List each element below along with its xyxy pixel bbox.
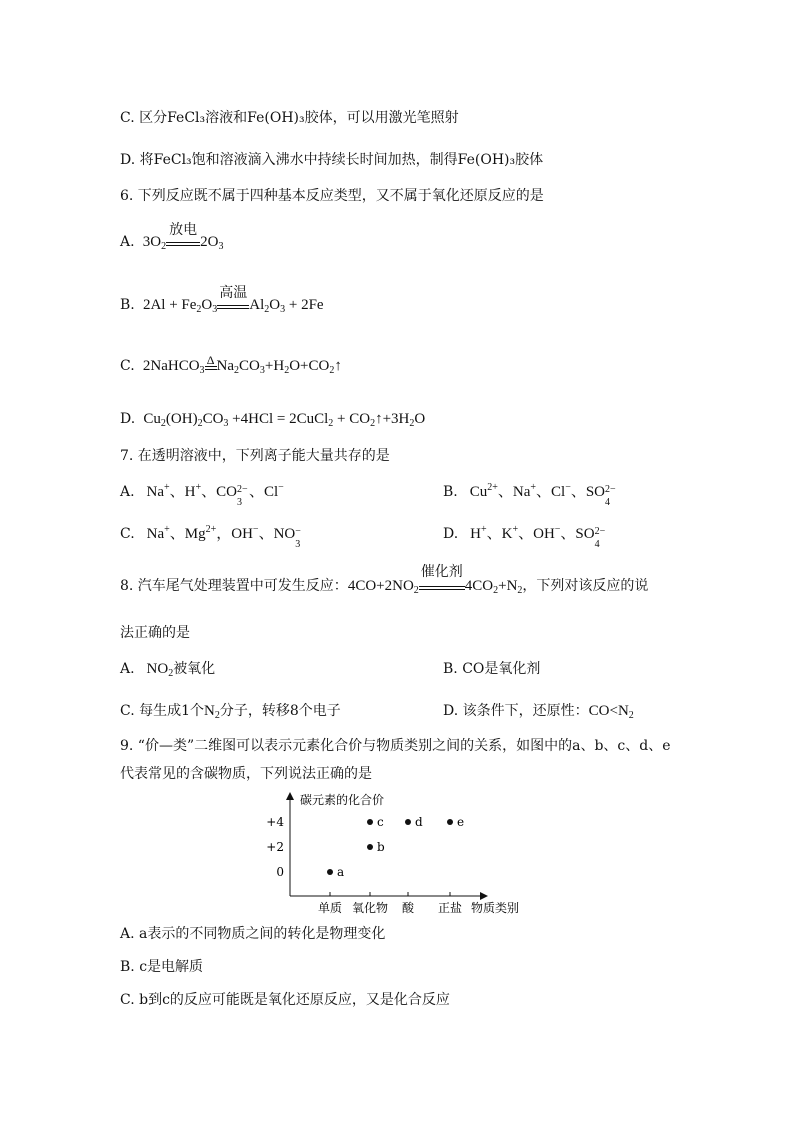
- q6-option-a: [120, 223, 224, 252]
- q6-c-condition: Δ: [206, 353, 215, 367]
- q7-stem: 7. 在透明溶液中，下列离子能大量共存的是: [120, 448, 390, 464]
- q6-option-d-equation: $Cu_2(OH)_2CO_3 +4HCl$ = 2CuCl$_2$ + $CO_2↑+3H_2O$: [139, 411, 426, 429]
- q9-stem-line1: 9. “价—类”二维图可以表示元素化合价与物质类别之间的关系，如图中的a、b、c、d、e: [120, 738, 671, 754]
- x-tick-label: 正盐: [437, 901, 463, 915]
- q8-stem-start: 8. 汽车尾气处理装置中可发生反应：: [120, 578, 348, 594]
- q9-option-c: C. b到c的反应可能既是氧化还原反应，又是化合反应: [120, 992, 450, 1008]
- q8-option-c-label: C. 每生成1个: [120, 703, 205, 719]
- q8-option-a-label: A.: [120, 661, 135, 677]
- q7-option-d-label: D.: [443, 526, 459, 542]
- y-tick-label: 0: [276, 865, 284, 879]
- q8-option-a-text: 被氧化: [173, 661, 216, 677]
- y-tick-label: +2: [266, 840, 284, 854]
- data-point-label: c: [377, 815, 384, 829]
- q8-equation: $4CO+2NO_2$ 催化剂 $4CO_2+N_2$: [347, 565, 523, 596]
- x-tick-label: 氧化物: [351, 901, 389, 915]
- data-point-label: b: [377, 840, 385, 854]
- y-axis-label: 碳元素的化合价: [300, 793, 385, 807]
- data-point-label: e: [457, 815, 465, 829]
- data-point-e: [447, 819, 453, 825]
- q8-option-c-formula: $N_2$: [204, 703, 220, 721]
- q9-option-a: A. a表示的不同物质之间的转化是物理变化: [120, 926, 386, 942]
- valence-class-chart: [260, 790, 540, 920]
- q6-option-b-equation: $2Al + Fe_2O_3$ 高温 $Al_2O_3 + 2Fe$: [139, 286, 324, 315]
- data-point-label: a: [337, 865, 345, 879]
- x-axis-label: 物质类别: [471, 901, 520, 915]
- q8-condition: 催化剂: [420, 565, 463, 580]
- q6-option-a-equation: $3O_2$ 放电 $2O_3$: [139, 223, 224, 252]
- q6-option-d-label: D.: [120, 411, 136, 427]
- q7-option-b-ions: $Cu^{2+}$、Na+、Cl−、SO 2− 4: [462, 482, 616, 508]
- q6-option-b-label: B.: [120, 297, 135, 313]
- y-tick-label: +4: [266, 815, 284, 829]
- data-point-b: [367, 844, 373, 850]
- q8-option-b: B. CO是氧化剂: [443, 661, 541, 677]
- q7-option-a: [120, 482, 284, 508]
- q7-option-c-ions: Na+、$Mg^{2+}$，OH−、NO − 3: [139, 524, 301, 550]
- q5-option-d: D. 将FeCl₃饱和溶液滴入沸水中持续长时间加热，制得Fe(OH)₃胶体: [120, 152, 544, 168]
- q9-option-b: B. c是电解质: [120, 959, 204, 975]
- q8-stem: [120, 565, 649, 596]
- q8-stem-end: ，下列对该反应的说: [522, 578, 649, 594]
- q8-stem-cont: 法正确的是: [120, 625, 190, 641]
- data-point-label: d: [415, 815, 423, 829]
- q7-option-a-label: A.: [120, 484, 135, 500]
- q8-option-c-text: 分子，转移8个电子: [219, 703, 341, 719]
- q6-option-a-label: A.: [120, 234, 135, 250]
- x-tick-label: 酸: [401, 901, 415, 915]
- q6-option-b: [120, 286, 324, 315]
- q8-option-c: [120, 701, 341, 721]
- q8-option-d: [443, 701, 634, 721]
- q8-option-d-label: D. 该条件下，还原性：: [443, 703, 589, 719]
- q6-option-d: [120, 409, 425, 429]
- q6-option-c: [120, 353, 342, 376]
- q5-option-c: C. 区分FeCl₃溶液和Fe(OH)₃胶体，可以用激光笔照射: [120, 110, 459, 126]
- q7-option-d-ions: H+、K+、OH−、SO 2− 4: [462, 524, 606, 550]
- data-point-a: [327, 869, 333, 875]
- q7-option-a-ions: Na+、H+、CO 2− 3 、Cl−: [139, 482, 284, 508]
- q7-option-c-label: C.: [120, 526, 135, 542]
- q9-stem-line2: 代表常见的含碳物质，下列说法正确的是: [120, 766, 372, 782]
- q7-option-b: [443, 482, 617, 508]
- q6-option-c-label: C.: [120, 358, 135, 374]
- q6-a-condition: 放电: [169, 223, 198, 238]
- q6-b-condition: 高温: [219, 286, 248, 301]
- q8-option-d-formula: $CO<N_2$: [588, 703, 634, 721]
- q8-option-a: [120, 659, 215, 679]
- q7-option-d: [443, 524, 607, 550]
- data-point-d: [405, 819, 411, 825]
- x-tick-label: 单质: [317, 901, 343, 915]
- q6-option-c-equation: 2NaHCO$_3$ Δ $Na_2CO_3+H_2O+CO_2↑$: [139, 358, 342, 374]
- q6-stem: 6. 下列反应既不属于四种基本反应类型，又不属于氧化还原反应的是: [120, 188, 544, 204]
- data-point-c: [367, 819, 373, 825]
- q7-option-b-label: B.: [443, 484, 458, 500]
- q7-option-c: [120, 524, 307, 550]
- q8-option-a-formula: $NO_2$: [139, 661, 174, 679]
